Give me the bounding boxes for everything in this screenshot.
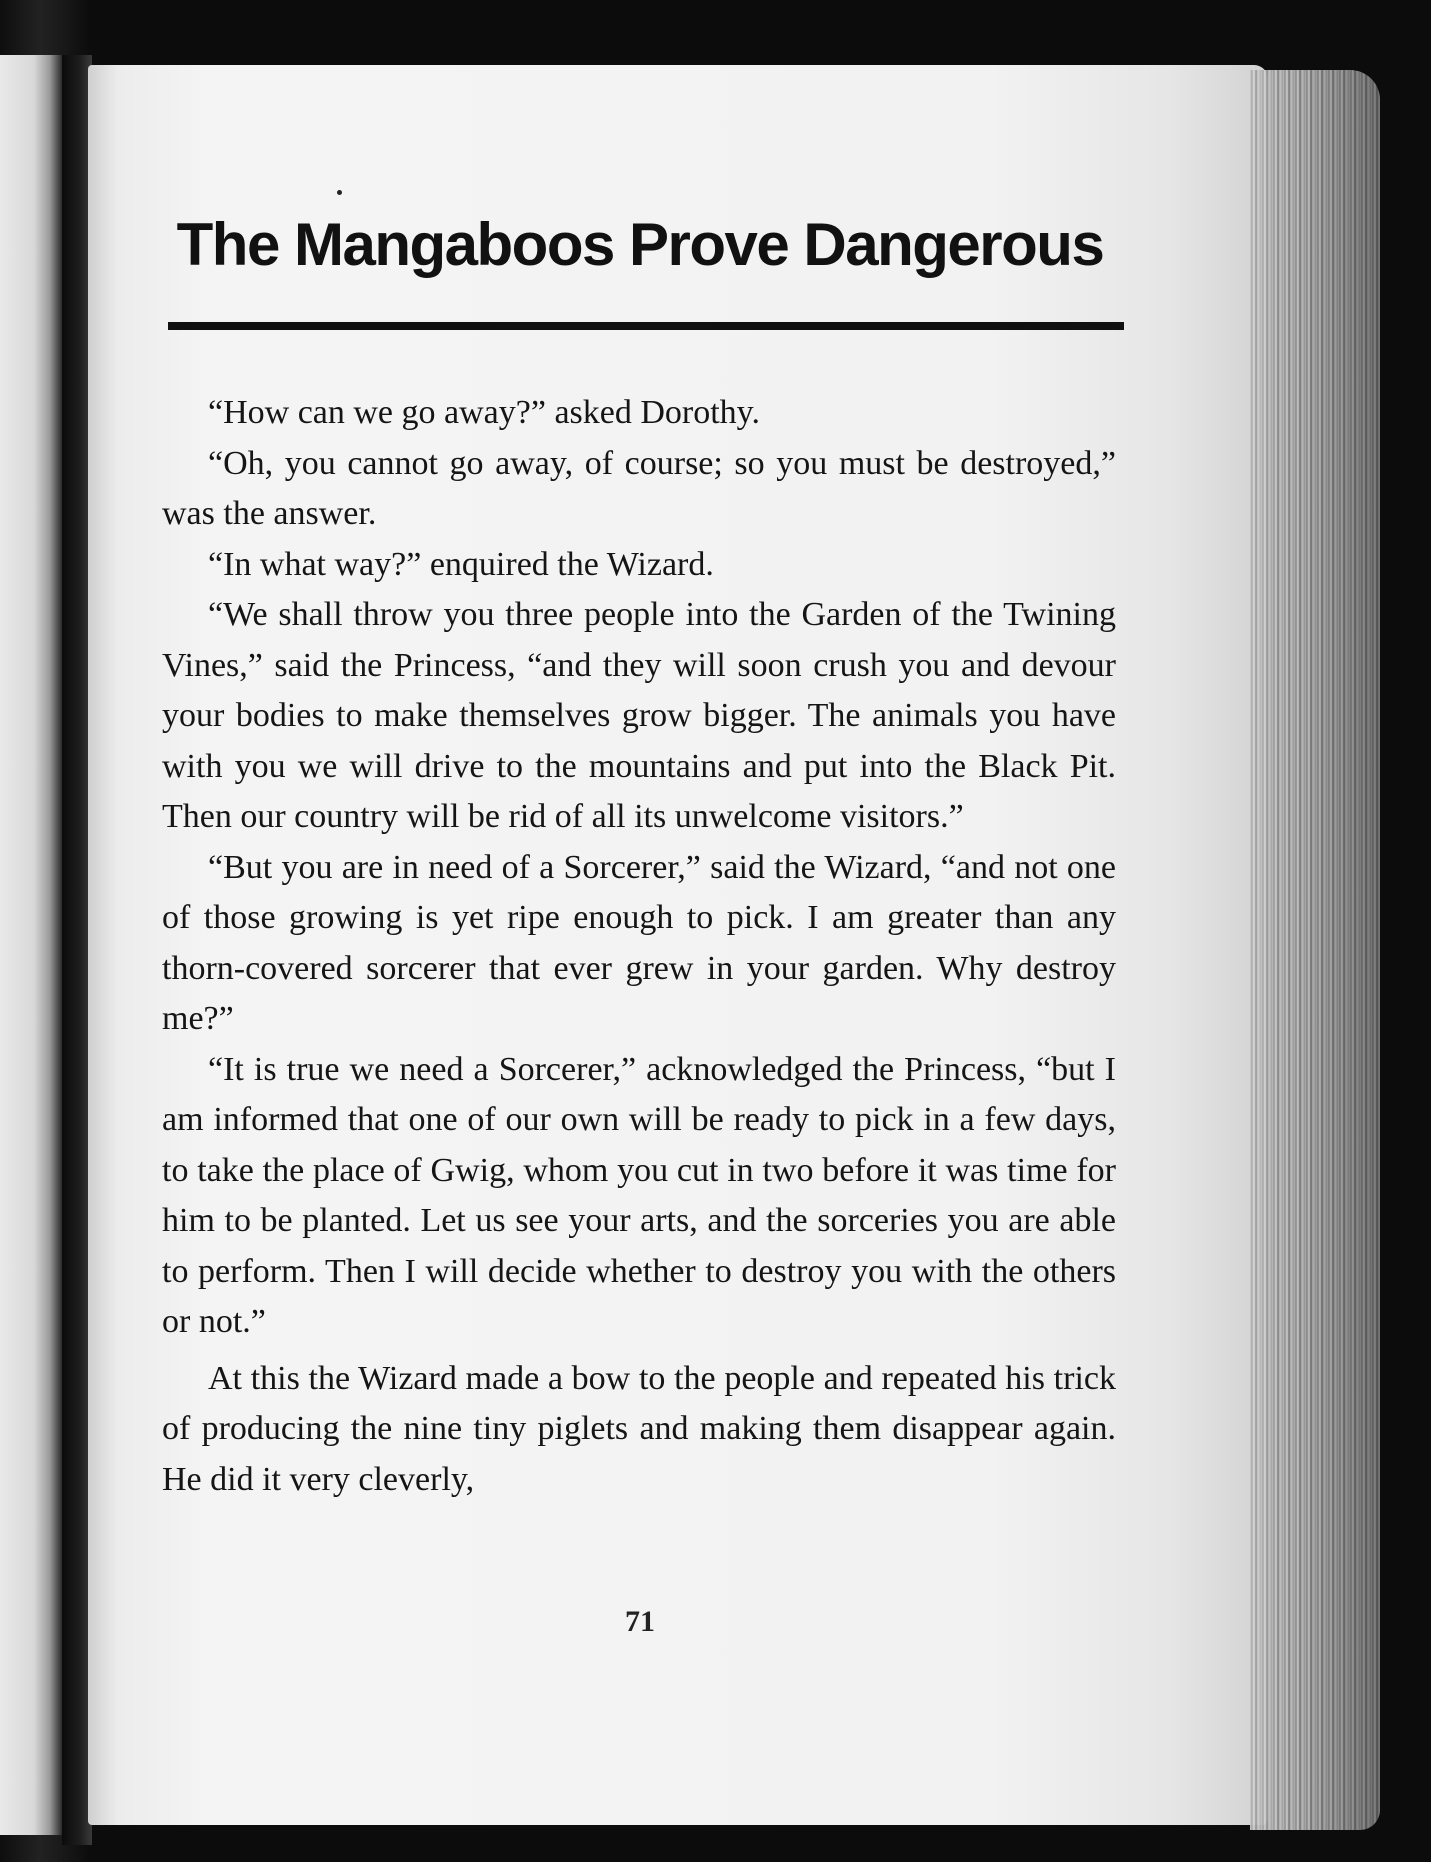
paragraph: “We shall throw you three people into the Garden of the Twining Vines,” said the Princess, “and they will soon crush you and devour your bodies to make themselves grow bigger. The animals you have with you we will drive to the mountains and put into the Black Pit. Then our country will be rid of all its unwelcome visitors.”: [162, 596, 1116, 835]
title-rule: [168, 322, 1124, 330]
facing-page-edge: [0, 55, 62, 1835]
chapter-title: The Mangaboos Prove Dangerous: [176, 211, 1104, 278]
paragraph: “How can we go away?” asked Dorothy.: [208, 394, 760, 431]
ink-speck: [337, 190, 342, 195]
paragraph: “In what way?” enquired the Wizard.: [208, 545, 714, 583]
chapter-body: [162, 388, 1116, 1505]
page-number: 71: [625, 1605, 655, 1638]
paragraph: “Oh, you cannot go away, of course; so you must be destroyed,” was the answer.: [162, 444, 1116, 532]
page-stack-shade: [1250, 70, 1380, 1830]
paragraph: “It is true we need a Sorcerer,” acknowledged the Princess, “but I am informed that one of our own will be ready to pick in a few days, to take the place of Gwig, whom you cut in two before it was time for him to be planted. Let us see your arts, and the sorceries you are able to perform. Then I will decide whether to destroy you with the others or not.”: [162, 1050, 1116, 1340]
paragraph: “But you are in need of a Sorcerer,” said the Wizard, “and not one of those growing is yet ripe enough to pick. I am greater than any thorn-covered sorcerer that ever grew in your garden. Why destroy me?”: [162, 848, 1116, 1037]
paragraph: At this the Wizard made a bow to the people and repeated his trick of producing the nine tiny piglets and making them disappear again. He did it very cleverly,: [162, 1359, 1116, 1498]
